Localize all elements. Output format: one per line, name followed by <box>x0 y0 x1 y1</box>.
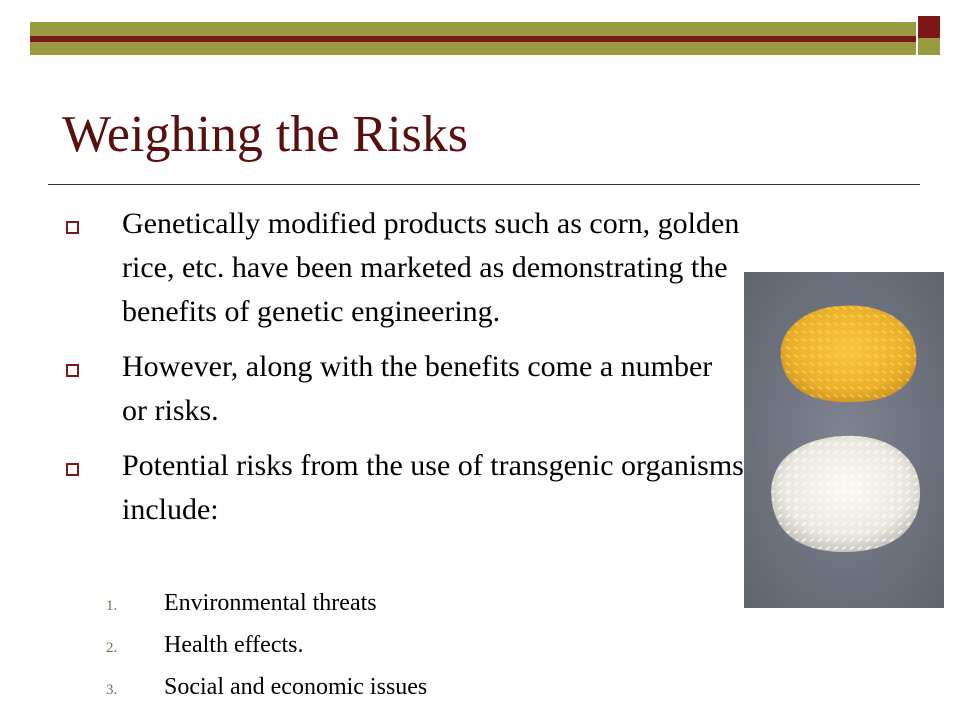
sub-list-item <box>106 666 427 708</box>
sub-list-item <box>106 624 427 666</box>
rice-photo <box>744 272 944 608</box>
header-decoration-bar <box>30 22 916 52</box>
sub-item-text: Social and economic issues <box>164 674 428 700</box>
corner-square-olive <box>918 38 940 55</box>
olive-stripe-top <box>30 22 916 36</box>
numbered-sub-list <box>106 582 427 708</box>
bullet-item <box>64 444 744 532</box>
golden-rice-pile <box>781 305 917 402</box>
title-divider <box>48 184 920 185</box>
square-bullet-icon <box>66 221 79 234</box>
sub-item-number: 3. <box>106 682 118 698</box>
sub-item-text: Environmental threats <box>164 590 377 616</box>
bullet-list <box>64 202 744 543</box>
white-rice-pile <box>771 436 920 552</box>
sub-item-number: 2. <box>106 640 118 656</box>
square-bullet-icon <box>66 463 79 476</box>
bullet-text: However, along with the benefits come a number or risks. <box>122 350 713 427</box>
sub-list-item <box>106 582 427 624</box>
olive-stripe-bottom <box>30 42 916 55</box>
bullet-item <box>64 345 744 433</box>
sub-item-text: Health effects. <box>164 632 304 658</box>
bullet-text: Genetically modified products such as corn, golden rice, etc. have been marketed as demonstrating the benefits of genetic engineering. <box>122 207 740 328</box>
sub-item-number: 1. <box>106 598 118 614</box>
corner-square-maroon <box>918 16 940 38</box>
slide-title: Weighing the Risks <box>62 106 469 163</box>
bullet-item <box>64 202 744 334</box>
square-bullet-icon <box>66 364 79 377</box>
bullet-text: Potential risks from the use of transgenic organisms include: <box>122 449 744 526</box>
